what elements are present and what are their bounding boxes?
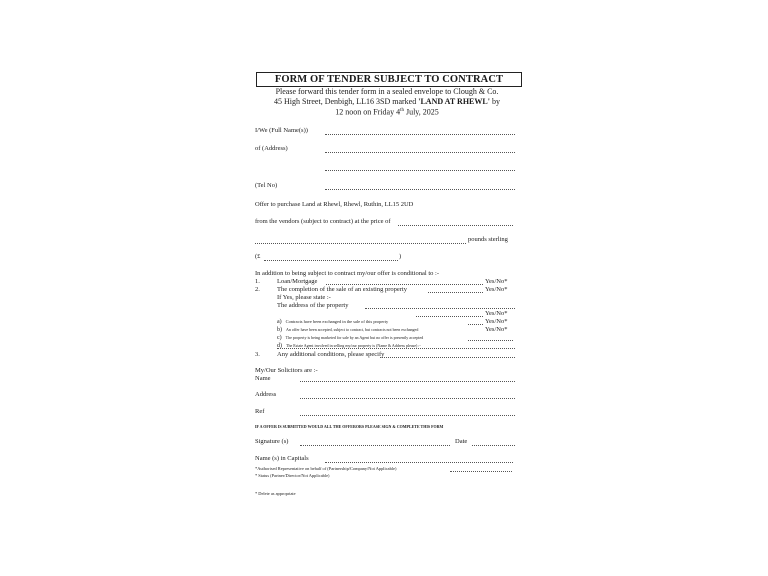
option-d-text: The Estate Agent involved in selling my/our property is (Name & Address please) :- [286, 343, 421, 348]
address-field-2[interactable] [325, 170, 515, 171]
capitals-label: Name (s) in Capitals [255, 455, 309, 462]
tender-form-page [240, 58, 534, 576]
option-b-leader [468, 324, 483, 325]
full-name-field[interactable] [325, 134, 515, 135]
intro-line-1: Please forward this tender form in a sealed envelope to Clough & Co. [275, 87, 499, 96]
authorised-representative-field[interactable] [450, 471, 512, 472]
condition-1-label: Loan/Mortgage [277, 278, 318, 285]
option-a-label: a) [277, 319, 282, 325]
intro-line-3-a: 12 noon on Friday 4 [335, 107, 401, 117]
intro-line-2 [248, 97, 526, 107]
solicitor-ref-label: Ref [255, 408, 265, 415]
option-b-yes-no[interactable]: Yes/No* [485, 318, 508, 325]
pound-open: (£ [255, 253, 261, 260]
if-yes-label: If Yes, please state :- [277, 294, 331, 301]
intro-line-3-sup: th [400, 108, 404, 113]
date-label: Date [455, 438, 468, 445]
solicitor-address-label: Address [255, 391, 277, 398]
solicitor-ref-field[interactable] [300, 415, 515, 416]
intro-text [248, 87, 526, 117]
intro-line-3-b: July, 2025 [403, 107, 439, 117]
solicitor-name-field[interactable] [300, 381, 515, 382]
option-d-label: d) [277, 343, 282, 349]
option-b-label: b) [277, 327, 282, 333]
intro-line-3 [248, 106, 526, 117]
estate-agent-field-1[interactable] [468, 340, 513, 341]
delete-note: * Delete as appropriate [255, 491, 296, 496]
pound-close: ) [399, 253, 402, 260]
property-address-field[interactable] [365, 308, 515, 309]
address-field-1[interactable] [325, 152, 515, 153]
property-address-label: The address of the property [277, 302, 349, 309]
condition-2-label: The completion of the sale of an existing property [277, 286, 407, 293]
option-a-text: Contracts have been exchanged in the sale of this property [285, 319, 389, 324]
solicitor-name-label: Name [255, 375, 271, 382]
intro-line-2-marked: 'LAND AT RHEWL' [418, 96, 490, 106]
solicitor-address-field[interactable] [300, 398, 515, 399]
condition-1-leader [326, 284, 483, 285]
capitals-field[interactable] [325, 462, 513, 463]
option-a-yes-no[interactable]: Yes/No* [485, 310, 508, 317]
offer-words-field[interactable] [255, 243, 466, 244]
authorised-representative-note: *Authorised Representative on behalf of (Partnership/Company/Not Applicable) [255, 466, 397, 471]
condition-1-number: 1. [255, 278, 260, 285]
solicitors-heading: My/Our Solicitors are :- [255, 367, 318, 374]
conditions-heading: In addition to being subject to contract my/our offer is conditional to :- [255, 270, 440, 277]
estate-agent-field-2[interactable] [277, 348, 515, 349]
full-name-label: I/We (Full Name(s)) [255, 127, 308, 134]
offer-price-field[interactable] [398, 225, 513, 226]
condition-2-leader [428, 292, 483, 293]
option-c-label: c) [277, 335, 282, 341]
intro-line-2-a: 45 High Street, Denbigh, LL16 3SD marked [274, 96, 419, 106]
condition-3-field[interactable] [380, 357, 515, 358]
condition-2-yes-no[interactable]: Yes/No* [485, 286, 508, 293]
condition-3-number: 3. [255, 351, 260, 358]
status-note: * Status (Partner/Director/Not Applicable) [255, 473, 330, 478]
intro-line-2-c: by [489, 96, 500, 106]
option-b-text: An offer have been accepted, subject to contract, but contracts not been exchanged [286, 327, 419, 332]
condition-1-yes-no[interactable]: Yes/No* [485, 278, 508, 285]
option-d [277, 334, 421, 352]
option-a-leader [416, 316, 483, 317]
tel-field[interactable] [325, 189, 515, 190]
signature-field[interactable] [300, 445, 450, 446]
tel-label: (Tel No) [255, 182, 278, 189]
date-field[interactable] [472, 445, 515, 446]
condition-3-label: Any additional conditions, please specify [277, 351, 385, 358]
option-c-yes-no[interactable]: Yes/No* [485, 326, 508, 333]
offer-figures-field[interactable] [264, 260, 398, 261]
signing-notice: IF A OFFER IS SUBMITTED WOULD ALL THE OFFERORS PLEASE SIGN & COMPLETE THIS FORM [255, 424, 444, 429]
signature-label: Signature (s) [255, 438, 289, 445]
form-title: FORM OF TENDER SUBJECT TO CONTRACT [256, 72, 522, 87]
address-label: of (Address) [255, 145, 288, 152]
offer-line-2: from the vendors (subject to contract) at the price of [255, 218, 391, 225]
pounds-sterling-label: pounds sterling [468, 236, 508, 243]
option-c-text: The property is being marketed for sale by an Agent but no offer is presently accepted [285, 335, 424, 340]
offer-line-1: Offer to purchase Land at Rhewl, Rhewl, Ruthin, LL15 2UD [255, 201, 414, 208]
condition-2-number: 2. [255, 286, 260, 293]
